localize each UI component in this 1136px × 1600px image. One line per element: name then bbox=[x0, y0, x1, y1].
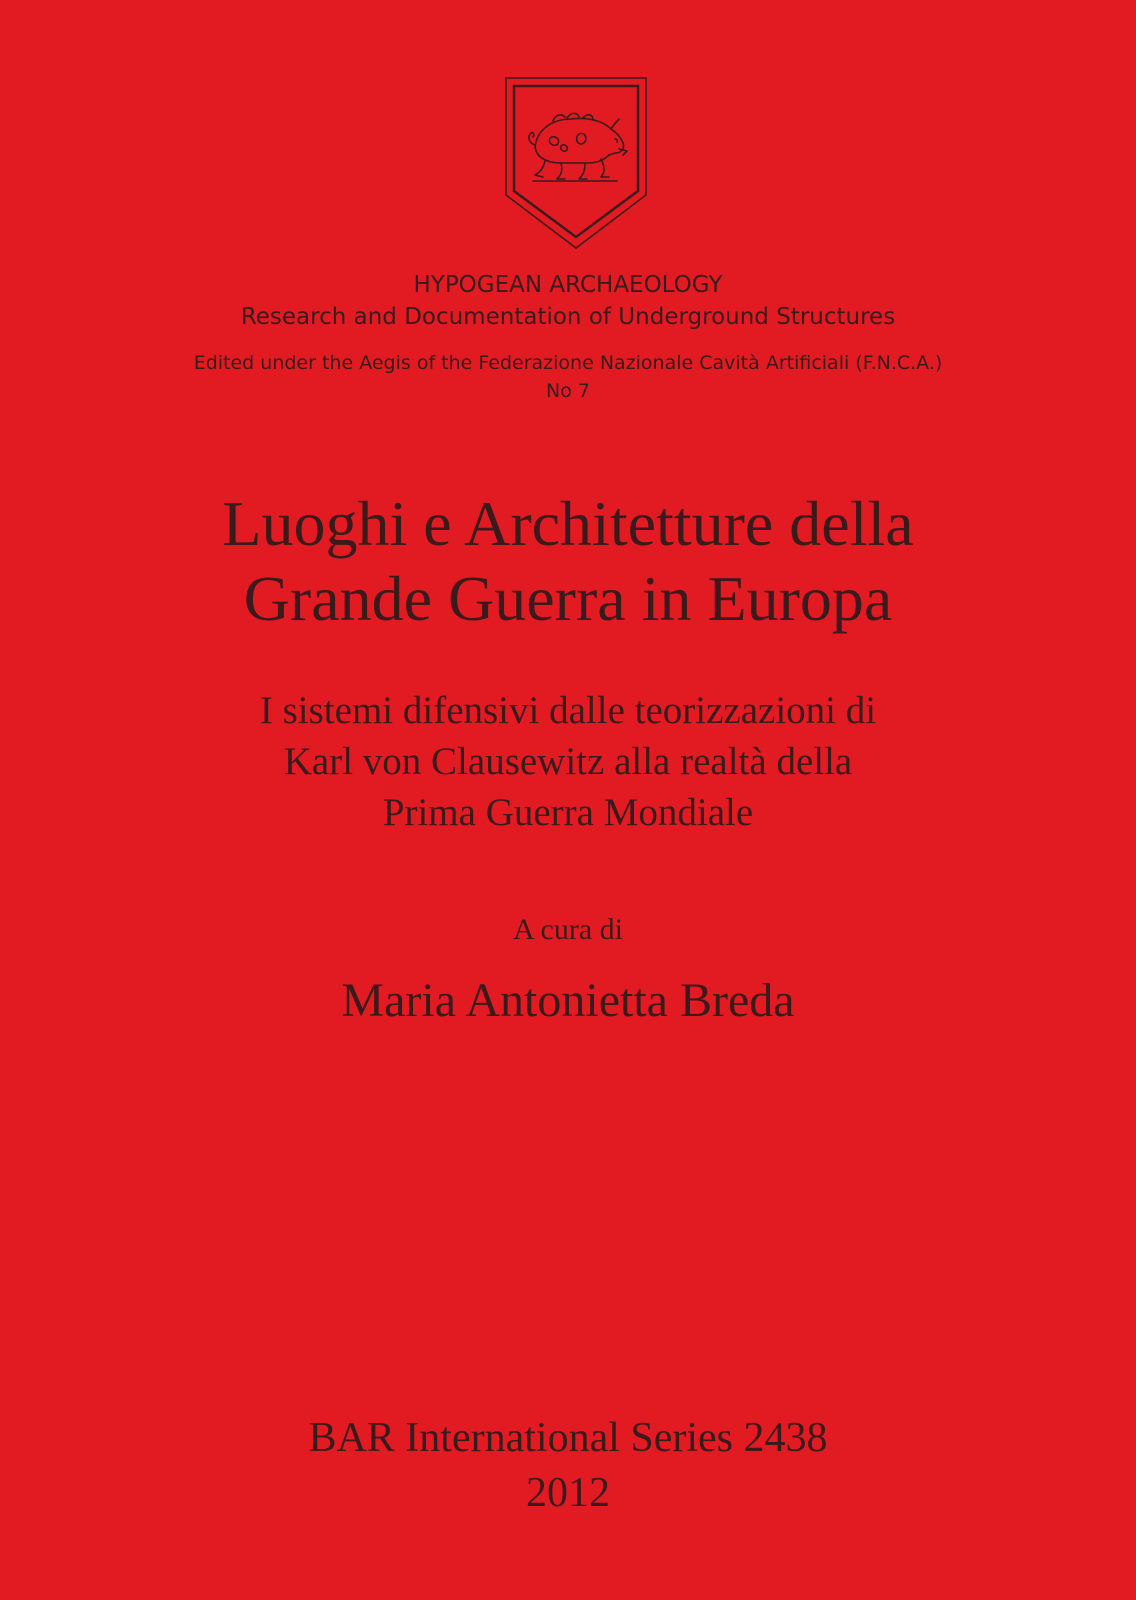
series-name: HYPOGEAN ARCHAEOLOGY bbox=[413, 272, 723, 298]
series-subtitle: Research and Documentation of Underground Structures bbox=[240, 304, 896, 330]
publisher-series: BAR International Series 2438 bbox=[308, 1415, 828, 1461]
book-title-line-2: Grande Guerra in Europa bbox=[243, 563, 893, 634]
book-subtitle-line-2: Karl von Clausewitz alla realtà della bbox=[283, 740, 853, 783]
boar-shield-icon bbox=[505, 77, 647, 249]
book-subtitle-line-1: I sistemi difensivi dalle teorizzazioni di bbox=[259, 689, 877, 732]
book-title-line-1: Luoghi e Architetture della bbox=[222, 488, 914, 559]
publication-year: 2012 bbox=[526, 1470, 610, 1516]
series-aegis: Edited under the Aegis of the Federazione Nazionale Cavità Artificiali (F.N.C.A.) bbox=[193, 352, 943, 374]
editor-prefix: A cura di bbox=[513, 913, 623, 946]
editor-name: Maria Antonietta Breda bbox=[341, 974, 795, 1027]
series-number: No 7 bbox=[546, 380, 590, 402]
book-subtitle-line-3: Prima Guerra Mondiale bbox=[382, 791, 754, 834]
